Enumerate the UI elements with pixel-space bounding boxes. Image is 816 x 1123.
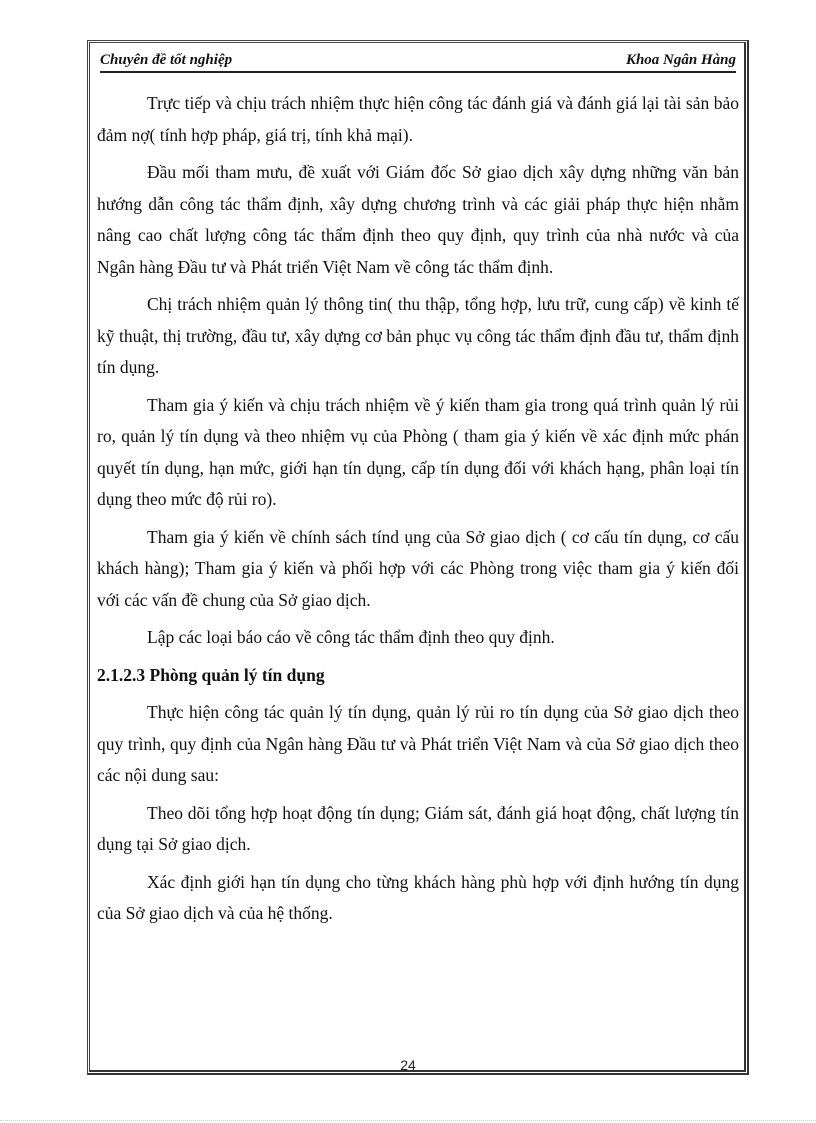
page-number: 24 xyxy=(400,1057,416,1073)
section-heading: 2.1.2.3 Phòng quản lý tín dụng xyxy=(97,664,325,685)
paragraph: Theo dõi tổng hợp hoạt động tín dụng; Giám sát, đánh giá hoạt động, chất lượng tín dụng tại Sở giao dịch. xyxy=(97,802,739,854)
header-left-title: Chuyên đề tốt nghiệp xyxy=(100,51,233,68)
paragraph: Xác định giới hạn tín dụng cho từng khách hàng phù hợp với định hướng tín dụng của Sở giao dịch và của hệ thống. xyxy=(97,871,739,923)
page-bottom-divider xyxy=(0,1120,816,1121)
paragraph: Thực hiện công tác quản lý tín dụng, quản lý rủi ro tín dụng của Sở giao dịch theo quy trình, quy định của Ngân hàng Đầu tư và Phát triển Việt Nam và của Sở giao dịch theo các nội dung sau: xyxy=(97,702,739,785)
page-header xyxy=(100,49,736,73)
paragraph: Đầu mối tham mưu, đề xuất với Giám đốc Sở giao dịch xây dựng những văn bản hướng dẫn công tác thẩm định, xây dựng chương trình và các giải pháp thực hiện nhằm nâng cao chất lượng công tác thẩm định theo quy định, quy trình của nhà nước và của Ngân hàng Đầu tư và Phát triển Việt Nam về công tác thẩm định. xyxy=(97,162,739,277)
paragraph: Tham gia ý kiến và chịu trách nhiệm về ý kiến tham gia trong quá trình quản lý rủi ro, quản lý tín dụng và theo nhiệm vụ của Phòng ( tham gia ý kiến về xác định mức phán quyết tín dụng, hạn mức, giới hạn tín dụng, cấp tín dụng đối với khách hạng, phân loại tín dụng theo mức độ rủi ro). xyxy=(97,394,739,509)
paragraph: Tham gia ý kiến về chính sách tínd ụng của Sở giao dịch ( cơ cấu tín dụng, cơ cấu khách hàng); Tham gia ý kiến và phối hợp với các Phòng trong việc tham gia ý kiến đối với các vấn đề chung của Sở giao dịch. xyxy=(97,526,739,610)
paragraph: Trực tiếp và chịu trách nhiệm thực hiện công tác đánh giá và đánh giá lại tài sản bảo đảm nợ( tính hợp pháp, giá trị, tính khả mại). xyxy=(97,93,739,145)
header-right-title: Khoa Ngân Hàng xyxy=(625,51,736,68)
paragraph: Chị trách nhiệm quản lý thông tin( thu thập, tổng hợp, lưu trữ, cung cấp) về kinh tế kỹ thuật, thị trường, đầu tư, xây dựng cơ bản phục vụ công tác thẩm định đầu tư, thẩm định tín dụng. xyxy=(97,294,739,377)
paragraph: Lập các loại báo cáo về công tác thẩm định theo quy định. xyxy=(147,627,555,647)
document-body xyxy=(97,88,739,936)
